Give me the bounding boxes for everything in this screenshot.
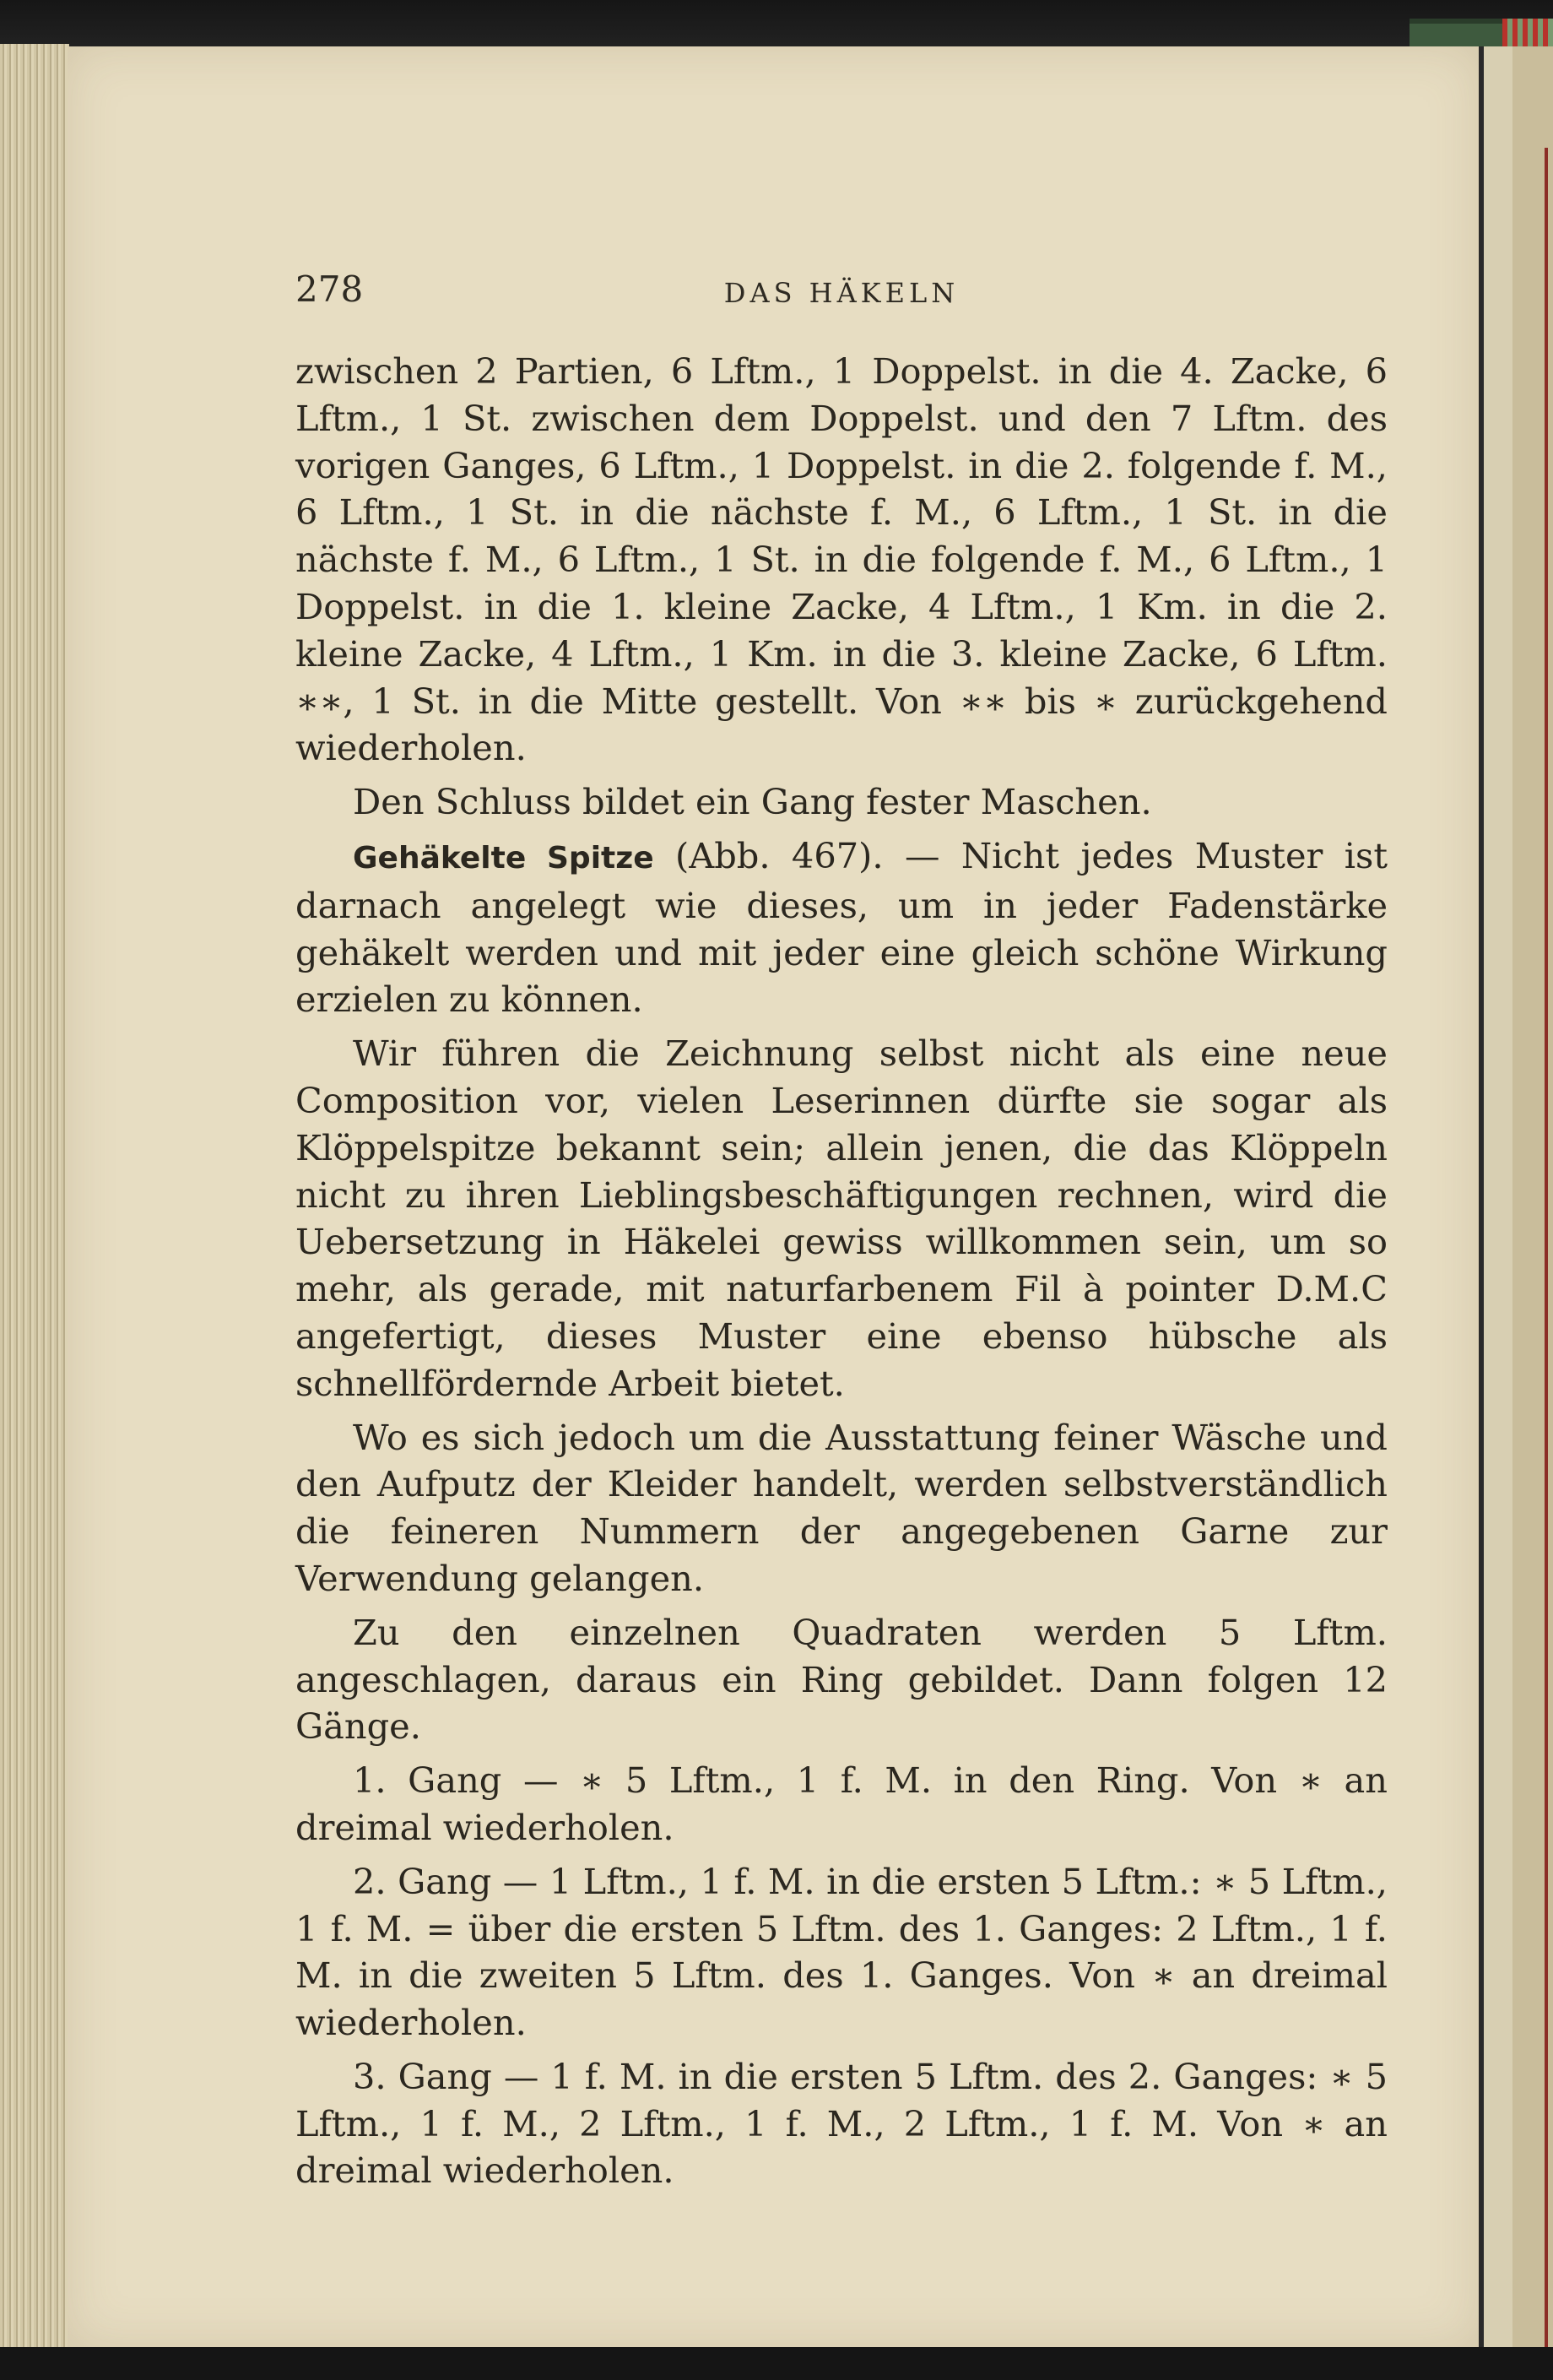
paragraph-text: 3. Gang — 1 f. M. in die ersten 5 Lftm. des 2. Ganges: ∗ 5 Lftm., 1 f. M., 2 Lftm., 1 f. M., 2 Lftm., 1 f. M. Von ∗ an dreimal wiederholen. (295, 2055, 1388, 2192)
paragraph-ausstattung (295, 1414, 1388, 1602)
paragraph-text: Den Schluss bildet ein Gang fester Maschen. (353, 781, 1152, 823)
paragraph-text: 2. Gang — 1 Lftm., 1 f. M. in die ersten 5 Lftm.: ∗ 5 Lftm., 1 f. M. = über die ersten 5 Lftm. des 1. Ganges: 2 Lftm., 1 f. M. in die zweiten 5 Lftm. des 1. Ganges. Von ∗ an dreimal wiederholen. (295, 1860, 1388, 2044)
paragraph-schluss (295, 778, 1388, 826)
spine-line (1545, 148, 1548, 2377)
page-stack-edge (0, 44, 69, 2349)
paragraph-quadraten (295, 1609, 1388, 1750)
paragraph-text: 1. Gang — ∗ 5 Lftm., 1 f. M. in den Ring. Von ∗ an dreimal wiederholen. (295, 1759, 1388, 1848)
section-label: Gehäkelte Spitze (353, 840, 654, 876)
paragraph-gang-1 (295, 1757, 1388, 1851)
book-top-edge (0, 0, 1553, 52)
page-number: 278 (295, 268, 364, 310)
page-header (295, 268, 1388, 319)
book-binding-edge (1479, 46, 1553, 2347)
paragraph-text: Wir führen die Zeichnung selbst nicht als eine neue Composition vor, vielen Leserinnen dürfte sie sogar als Klöppelspitze bekannt sein; allein jenen, die das Klöppeln nicht zu ihren Lieblingsbeschäftigungen rechnen, wird die Uebersetzung in Häkelei gewiss willkommen sein, um so mehr, als gerade, mit naturfarbenem Fil à pointer D.M.C angefertigt, dieses Muster eine ebenso hübsche als schnellfördernde Arbeit bietet. (295, 1033, 1388, 1404)
paragraph-text: Wo es sich jedoch um die Ausstattung feiner Wäsche und den Aufputz der Kleider handelt, werden selbstverständlich die feineren Nummern der angegebenen Garne zur Verwendung gelangen. (295, 1416, 1388, 1599)
book-cover-strip (1410, 19, 1553, 49)
paragraph-text: (Abb. 467). — Nicht jedes Muster ist darnach angelegt wie dieses, um in jeder Fadenstärke gehäkelt werden und mit jeder eine gleich schöne Wirkung erzielen zu können. (295, 834, 1388, 1021)
running-title: DAS HÄKELN (723, 277, 960, 309)
body-text (295, 348, 1388, 2194)
paragraph-gang-3 (295, 2053, 1388, 2194)
paragraph-zeichnung (295, 1030, 1388, 1407)
paragraph-continuation (295, 348, 1388, 772)
paragraph-gehaekelte-spitze (295, 832, 1388, 1023)
paragraph-text: Zu den einzelnen Quadraten werden 5 Lftm. angeschlagen, daraus ein Ring gebildet. Dann folgen 12 Gänge. (295, 1611, 1388, 1748)
paragraph-text: zwischen 2 Partien, 6 Lftm., 1 Doppelst. in die 4. Zacke, 6 Lftm., 1 St. zwischen dem Doppelst. und den 7 Lftm. des vorigen Ganges, 6 Lftm., 1 Doppelst. in die 2. folgende f. M., 6 Lftm., 1 St. in die nächste f. M., 6 Lftm., 1 St. in die nächste f. M., 6 Lftm., 1 St. in die folgende f. M., 6 Lftm., 1 Doppelst. in die 1. kleine Zacke, 4 Lftm., 1 Km. in die 2. kleine Zacke, 4 Lftm., 1 Km. in die 3. kleine Zacke, 6 Lftm. ∗∗, 1 St. in die Mitte gestellt. Von ∗∗ bis ∗ zurückgehend wiederholen. (295, 350, 1388, 769)
paragraph-gang-2 (295, 1858, 1388, 2047)
book-bottom-edge (0, 2347, 1553, 2380)
